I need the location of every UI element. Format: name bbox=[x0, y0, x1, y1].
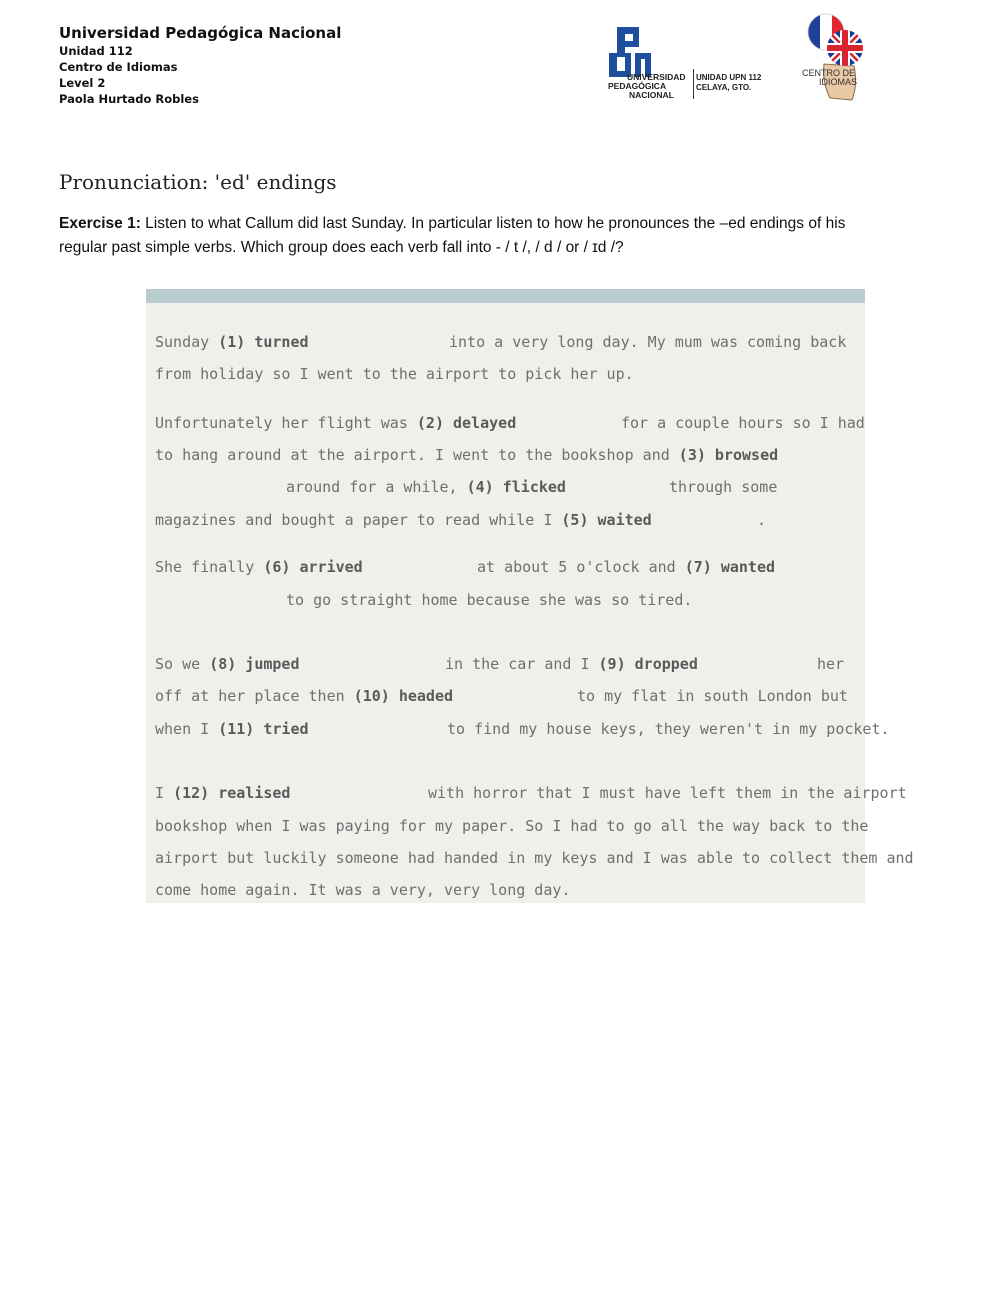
author-name: Paola Hurtado Robles bbox=[59, 92, 199, 106]
text-line: through some bbox=[669, 478, 778, 496]
text-line: her bbox=[817, 655, 845, 673]
text-line: from holiday so I went to the airport to pick her up. bbox=[155, 365, 634, 383]
cdi-line2: IDIOMAS bbox=[819, 77, 858, 87]
verb-4: (4) flicked bbox=[466, 478, 566, 496]
upn-name-line1: UNIVERSIDAD bbox=[627, 72, 686, 82]
exercise-panel bbox=[146, 289, 914, 903]
document-header bbox=[59, 24, 341, 107]
text-line: at about 5 o'clock and (7) wanted bbox=[477, 558, 776, 576]
exercise-label: Exercise 1: bbox=[59, 215, 141, 232]
instructions-line2: regular past simple verbs. Which group does each verb fall into - / t /, / d / or / ɪd /? bbox=[59, 239, 624, 256]
text-line: Unfortunately her flight was (2) delayed bbox=[155, 414, 517, 432]
text-line: come home again. It was a very, very long day. bbox=[155, 881, 571, 899]
upn-unit-line2: CELAYA, GTO. bbox=[696, 83, 752, 92]
text-line: with horror that I must have left them in the airport bbox=[428, 784, 907, 802]
text-line: to find my house keys, they weren't in my pocket. bbox=[447, 720, 890, 738]
verb-5: (5) waited bbox=[561, 511, 652, 529]
text-line: She finally (6) arrived bbox=[155, 558, 363, 576]
text-line: airport but luckily someone had handed in my keys and I was able to collect them and bbox=[155, 849, 914, 867]
verb-12: (12) realised bbox=[173, 784, 291, 802]
verb-10: (10) headed bbox=[353, 687, 454, 705]
instructions-line1: Listen to what Callum did last Sunday. In particular listen to how he pronounces the –ed endings of his bbox=[140, 215, 846, 232]
text-line: magazines and bought a paper to read while I (5) waited bbox=[155, 511, 652, 529]
upn-name-line3: NACIONAL bbox=[629, 90, 674, 100]
level-label: Level 2 bbox=[59, 76, 106, 90]
exercise-instructions bbox=[59, 212, 939, 260]
text-line: off at her place then (10) headed bbox=[155, 687, 454, 705]
verb-7: (7) wanted bbox=[684, 558, 776, 576]
center-label: Centro de Idiomas bbox=[59, 60, 178, 74]
page-title: Pronunciation: 'ed' endings bbox=[59, 170, 337, 194]
upn-logo bbox=[607, 25, 767, 101]
panel-top-bar bbox=[146, 289, 865, 303]
text-line: when I (11) tried bbox=[155, 720, 309, 738]
verb-6: (6) arrived bbox=[263, 558, 363, 576]
text-line: to go straight home because she was so tired. bbox=[286, 591, 693, 609]
text-line: to hang around at the airport. I went to the bookshop and (3) browsed bbox=[155, 446, 779, 464]
unit-label: Unidad 112 bbox=[59, 44, 133, 58]
text-line: So we (8) jumped bbox=[155, 655, 300, 673]
university-name: Universidad Pedagógica Nacional bbox=[59, 24, 342, 42]
text-line: for a couple hours so I had bbox=[621, 414, 865, 432]
verb-9: (9) dropped bbox=[598, 655, 698, 673]
text-line: . bbox=[757, 511, 767, 529]
text-line: to my flat in south London but bbox=[577, 687, 848, 705]
verb-11: (11) tried bbox=[218, 720, 309, 738]
language-center-logo bbox=[800, 12, 872, 102]
cdi-line1: CENTRO DE bbox=[802, 68, 856, 78]
upn-name-line2: PEDAGÓGICA bbox=[608, 81, 667, 91]
upn-unit-line1: UNIDAD UPN 112 bbox=[696, 73, 762, 82]
verb-3: (3) browsed bbox=[678, 446, 779, 464]
text-line: into a very long day. My mum was coming back bbox=[449, 333, 847, 351]
text-line: Sunday (1) turned bbox=[155, 333, 309, 351]
verb-1: (1) turned bbox=[218, 333, 309, 351]
verb-8: (8) jumped bbox=[209, 655, 300, 673]
text-line: I (12) realised bbox=[155, 784, 291, 802]
text-line: in the car and I (9) dropped bbox=[445, 655, 698, 673]
text-line: bookshop when I was paying for my paper. So I had to go all the way back to the bbox=[155, 817, 869, 835]
text-line: around for a while, (4) flicked bbox=[286, 478, 566, 496]
verb-2: (2) delayed bbox=[416, 414, 517, 432]
